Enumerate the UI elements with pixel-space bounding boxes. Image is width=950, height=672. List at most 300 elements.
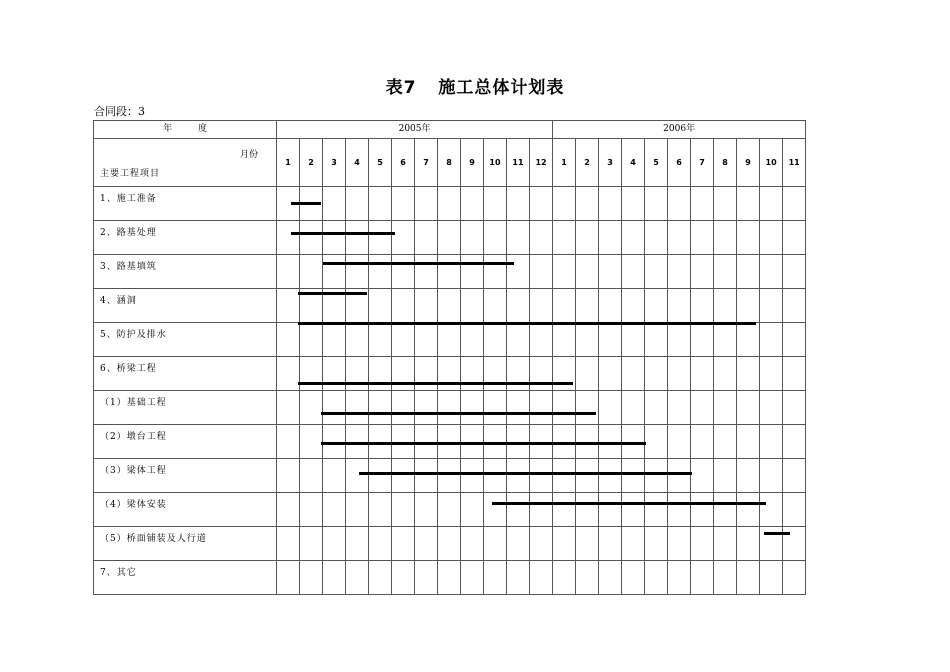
task-name: 5、防护及排水 — [94, 323, 277, 357]
month-slot — [507, 391, 530, 425]
month-slot — [300, 323, 323, 357]
month-slot — [691, 493, 714, 527]
task-row — [94, 221, 806, 255]
month-slot — [438, 255, 461, 289]
task-row — [94, 357, 806, 391]
month-slot — [553, 323, 576, 357]
month-cell: 2 — [300, 139, 323, 187]
month-slot — [691, 425, 714, 459]
month-slot — [484, 187, 507, 221]
month-slot — [783, 187, 806, 221]
year-header-row — [94, 121, 806, 139]
month-slot — [599, 459, 622, 493]
month-slot — [645, 221, 668, 255]
month-cell: 7 — [415, 139, 438, 187]
month-slot — [392, 391, 415, 425]
month-slot — [691, 323, 714, 357]
month-slot — [346, 425, 369, 459]
month-cell: 4 — [346, 139, 369, 187]
month-slot — [668, 323, 691, 357]
task-row — [94, 187, 806, 221]
month-slot — [369, 357, 392, 391]
month-slot — [415, 391, 438, 425]
task-row — [94, 289, 806, 323]
month-slot — [737, 493, 760, 527]
month-slot — [346, 493, 369, 527]
task-row — [94, 425, 806, 459]
month-slot — [438, 527, 461, 561]
month-slot — [622, 493, 645, 527]
month-slot — [599, 255, 622, 289]
month-label: 月份 — [239, 150, 258, 160]
month-slot — [760, 187, 783, 221]
month-slot — [277, 459, 300, 493]
month-slot — [438, 459, 461, 493]
month-slot — [277, 493, 300, 527]
month-slot — [553, 289, 576, 323]
month-slot — [576, 527, 599, 561]
month-slot — [691, 187, 714, 221]
task-name: 1、施工准备 — [94, 187, 277, 221]
month-slot — [415, 289, 438, 323]
month-slot — [783, 391, 806, 425]
month-header-row — [94, 139, 806, 187]
task-row — [94, 493, 806, 527]
month-slot — [392, 357, 415, 391]
month-slot — [714, 527, 737, 561]
project-label: 主要工程项目 — [100, 169, 161, 179]
schedule-table — [93, 120, 806, 595]
month-slot — [484, 561, 507, 595]
month-slot — [415, 561, 438, 595]
month-slot — [369, 561, 392, 595]
month-slot — [530, 255, 553, 289]
month-slot — [484, 323, 507, 357]
month-slot — [783, 289, 806, 323]
month-slot — [622, 187, 645, 221]
month-slot — [438, 187, 461, 221]
month-cell: 2 — [576, 139, 599, 187]
month-slot — [599, 289, 622, 323]
month-slot — [415, 493, 438, 527]
month-slot — [783, 561, 806, 595]
month-slot — [783, 459, 806, 493]
month-slot — [438, 391, 461, 425]
month-slot — [622, 527, 645, 561]
month-slot — [507, 493, 530, 527]
month-slot — [346, 459, 369, 493]
month-slot — [392, 459, 415, 493]
month-slot — [438, 221, 461, 255]
month-slot — [714, 493, 737, 527]
month-slot — [392, 493, 415, 527]
month-cell: 5 — [645, 139, 668, 187]
month-slot — [668, 255, 691, 289]
month-slot — [300, 459, 323, 493]
month-cell: 7 — [691, 139, 714, 187]
month-slot — [323, 255, 346, 289]
month-slot — [599, 357, 622, 391]
table-number: 表7 — [385, 78, 417, 98]
month-slot — [392, 221, 415, 255]
month-slot — [599, 391, 622, 425]
month-slot — [507, 221, 530, 255]
month-slot — [622, 289, 645, 323]
month-slot — [691, 527, 714, 561]
year-cell-1: 2006年 — [553, 121, 806, 139]
month-cell: 4 — [622, 139, 645, 187]
month-cell: 8 — [438, 139, 461, 187]
month-slot — [277, 561, 300, 595]
month-slot — [346, 323, 369, 357]
month-slot — [645, 561, 668, 595]
month-slot — [668, 357, 691, 391]
month-slot — [300, 527, 323, 561]
month-slot — [760, 391, 783, 425]
month-slot — [461, 187, 484, 221]
month-slot — [576, 357, 599, 391]
task-row — [94, 255, 806, 289]
month-slot — [277, 323, 300, 357]
month-slot — [369, 527, 392, 561]
month-slot — [461, 425, 484, 459]
month-slot — [507, 527, 530, 561]
month-slot — [760, 323, 783, 357]
month-slot — [392, 255, 415, 289]
month-slot — [484, 493, 507, 527]
month-slot — [576, 221, 599, 255]
task-row — [94, 561, 806, 595]
month-slot — [599, 561, 622, 595]
month-slot — [461, 255, 484, 289]
month-slot — [415, 187, 438, 221]
month-slot — [438, 323, 461, 357]
month-slot — [714, 391, 737, 425]
month-slot — [369, 459, 392, 493]
month-slot — [553, 425, 576, 459]
month-slot — [484, 425, 507, 459]
month-slot — [668, 561, 691, 595]
month-cell: 3 — [599, 139, 622, 187]
month-slot — [461, 221, 484, 255]
year-cell-0: 2005年 — [277, 121, 553, 139]
month-slot — [438, 425, 461, 459]
month-slot — [622, 561, 645, 595]
month-slot — [760, 289, 783, 323]
month-slot — [438, 493, 461, 527]
month-cell: 5 — [369, 139, 392, 187]
month-slot — [277, 527, 300, 561]
month-slot — [438, 561, 461, 595]
task-name: 2、路基处理 — [94, 221, 277, 255]
month-slot — [530, 561, 553, 595]
task-row — [94, 323, 806, 357]
month-slot — [783, 255, 806, 289]
month-cell: 1 — [553, 139, 576, 187]
month-slot — [783, 527, 806, 561]
month-slot — [277, 187, 300, 221]
month-slot — [599, 221, 622, 255]
month-cell: 8 — [714, 139, 737, 187]
month-slot — [553, 221, 576, 255]
month-slot — [783, 425, 806, 459]
month-slot — [392, 527, 415, 561]
month-slot — [346, 391, 369, 425]
month-slot — [783, 323, 806, 357]
month-cell: 1 — [277, 139, 300, 187]
month-slot — [346, 255, 369, 289]
month-slot — [530, 459, 553, 493]
month-slot — [507, 289, 530, 323]
month-cell: 10 — [760, 139, 783, 187]
task-name: 6、桥梁工程 — [94, 357, 277, 391]
month-slot — [553, 561, 576, 595]
month-slot — [691, 289, 714, 323]
month-slot — [576, 323, 599, 357]
month-slot — [783, 357, 806, 391]
month-slot — [622, 221, 645, 255]
month-slot — [714, 255, 737, 289]
month-slot — [277, 221, 300, 255]
task-name: （2）墩台工程 — [94, 425, 277, 459]
month-slot — [737, 425, 760, 459]
month-slot — [622, 391, 645, 425]
month-slot — [668, 187, 691, 221]
task-name: 7、其它 — [94, 561, 277, 595]
month-slot — [599, 323, 622, 357]
month-cell: 10 — [484, 139, 507, 187]
month-slot — [277, 289, 300, 323]
month-slot — [300, 493, 323, 527]
month-slot — [415, 357, 438, 391]
month-slot — [507, 459, 530, 493]
month-slot — [530, 493, 553, 527]
month-slot — [576, 391, 599, 425]
month-slot — [737, 187, 760, 221]
month-slot — [369, 255, 392, 289]
month-slot — [599, 425, 622, 459]
month-slot — [323, 459, 346, 493]
month-slot — [553, 357, 576, 391]
month-slot — [576, 425, 599, 459]
month-slot — [346, 221, 369, 255]
month-slot — [622, 357, 645, 391]
month-slot — [369, 289, 392, 323]
month-slot — [346, 289, 369, 323]
month-slot — [553, 493, 576, 527]
month-slot — [507, 561, 530, 595]
month-slot — [530, 187, 553, 221]
month-slot — [691, 221, 714, 255]
month-slot — [392, 425, 415, 459]
month-slot — [714, 323, 737, 357]
month-slot — [645, 527, 668, 561]
month-slot — [461, 357, 484, 391]
month-slot — [415, 425, 438, 459]
month-slot — [323, 323, 346, 357]
month-slot — [576, 289, 599, 323]
month-slot — [507, 425, 530, 459]
month-slot — [415, 459, 438, 493]
month-slot — [300, 357, 323, 391]
month-slot — [300, 391, 323, 425]
month-slot — [392, 187, 415, 221]
month-slot — [645, 255, 668, 289]
task-name: （5）桥面铺装及人行道 — [94, 527, 277, 561]
month-slot — [576, 493, 599, 527]
month-slot — [277, 425, 300, 459]
month-slot — [668, 459, 691, 493]
month-slot — [691, 357, 714, 391]
month-slot — [783, 493, 806, 527]
month-slot — [438, 357, 461, 391]
task-row — [94, 391, 806, 425]
month-slot — [691, 561, 714, 595]
month-slot — [530, 527, 553, 561]
month-slot — [484, 255, 507, 289]
month-slot — [300, 425, 323, 459]
month-slot — [691, 255, 714, 289]
month-slot — [622, 459, 645, 493]
month-slot — [760, 561, 783, 595]
month-slot — [668, 289, 691, 323]
month-slot — [346, 561, 369, 595]
task-name: 4、涵洞 — [94, 289, 277, 323]
month-slot — [461, 391, 484, 425]
month-slot — [576, 187, 599, 221]
month-slot — [668, 391, 691, 425]
month-slot — [645, 425, 668, 459]
month-slot — [576, 459, 599, 493]
header-corner-cell — [94, 139, 277, 187]
task-name: （1）基础工程 — [94, 391, 277, 425]
month-slot — [484, 527, 507, 561]
month-slot — [668, 527, 691, 561]
month-slot — [346, 187, 369, 221]
month-slot — [277, 255, 300, 289]
month-slot — [760, 221, 783, 255]
month-slot — [484, 459, 507, 493]
month-slot — [507, 357, 530, 391]
month-cell: 12 — [530, 139, 553, 187]
month-slot — [323, 493, 346, 527]
month-slot — [645, 357, 668, 391]
month-slot — [737, 391, 760, 425]
month-slot — [737, 221, 760, 255]
month-slot — [668, 221, 691, 255]
month-slot — [323, 391, 346, 425]
month-slot — [691, 391, 714, 425]
month-slot — [622, 255, 645, 289]
month-slot — [507, 323, 530, 357]
month-slot — [622, 425, 645, 459]
month-slot — [530, 357, 553, 391]
month-slot — [760, 255, 783, 289]
month-slot — [737, 561, 760, 595]
month-slot — [599, 187, 622, 221]
month-slot — [392, 289, 415, 323]
contract-section: 合同段：3 — [94, 105, 145, 118]
month-slot — [760, 493, 783, 527]
month-slot — [576, 255, 599, 289]
month-slot — [323, 187, 346, 221]
month-slot — [300, 187, 323, 221]
month-slot — [737, 323, 760, 357]
month-slot — [484, 357, 507, 391]
month-slot — [461, 323, 484, 357]
month-slot — [415, 527, 438, 561]
month-slot — [714, 289, 737, 323]
month-slot — [415, 323, 438, 357]
month-slot — [645, 459, 668, 493]
month-slot — [737, 527, 760, 561]
month-slot — [369, 323, 392, 357]
month-slot — [415, 255, 438, 289]
month-cell: 9 — [461, 139, 484, 187]
month-slot — [507, 255, 530, 289]
month-slot — [645, 289, 668, 323]
month-slot — [369, 493, 392, 527]
month-slot — [783, 221, 806, 255]
month-slot — [277, 391, 300, 425]
month-slot — [691, 459, 714, 493]
month-slot — [461, 493, 484, 527]
month-slot — [553, 527, 576, 561]
month-slot — [553, 391, 576, 425]
task-row — [94, 459, 806, 493]
month-cell: 11 — [783, 139, 806, 187]
month-slot — [714, 221, 737, 255]
month-cell: 6 — [668, 139, 691, 187]
month-slot — [737, 289, 760, 323]
month-slot — [576, 561, 599, 595]
month-slot — [300, 289, 323, 323]
month-slot — [300, 221, 323, 255]
month-slot — [323, 289, 346, 323]
month-slot — [760, 357, 783, 391]
month-slot — [760, 425, 783, 459]
month-slot — [530, 391, 553, 425]
month-slot — [714, 561, 737, 595]
year-label-cell: 年 度 — [94, 121, 277, 139]
month-slot — [369, 425, 392, 459]
month-slot — [369, 391, 392, 425]
month-cell: 6 — [392, 139, 415, 187]
month-slot — [392, 561, 415, 595]
month-slot — [461, 289, 484, 323]
page-title — [0, 73, 950, 98]
month-slot — [737, 255, 760, 289]
month-slot — [553, 459, 576, 493]
month-slot — [323, 561, 346, 595]
month-slot — [323, 425, 346, 459]
month-slot — [323, 527, 346, 561]
month-slot — [553, 255, 576, 289]
month-slot — [737, 459, 760, 493]
month-cell: 9 — [737, 139, 760, 187]
month-slot — [553, 187, 576, 221]
month-slot — [346, 357, 369, 391]
month-slot — [714, 357, 737, 391]
month-slot — [484, 221, 507, 255]
month-slot — [645, 323, 668, 357]
month-slot — [323, 357, 346, 391]
month-slot — [507, 187, 530, 221]
month-slot — [530, 221, 553, 255]
month-slot — [346, 527, 369, 561]
month-slot — [323, 221, 346, 255]
month-slot — [737, 357, 760, 391]
